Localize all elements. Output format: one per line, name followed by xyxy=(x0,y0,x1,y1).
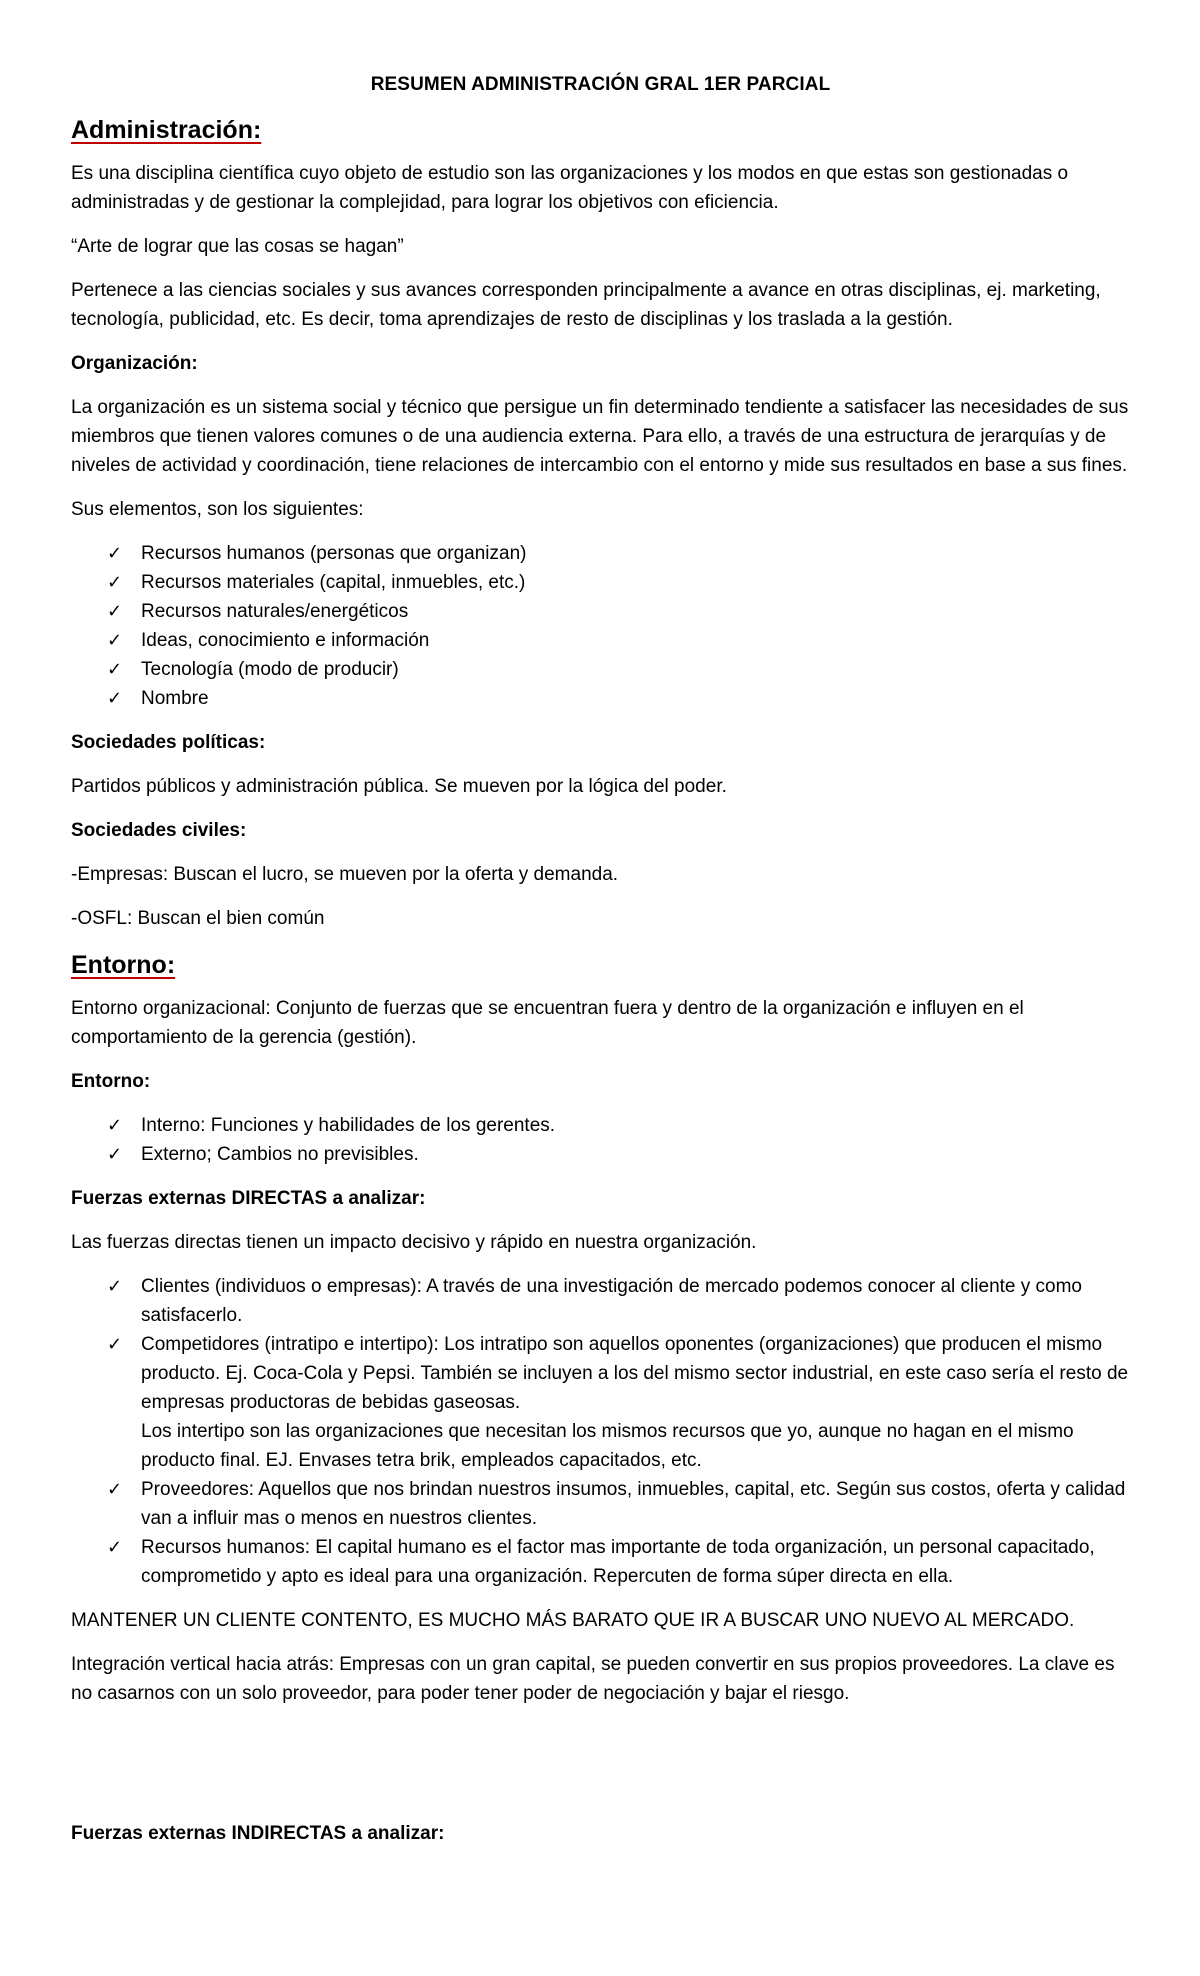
check-icon: ✓ xyxy=(107,630,123,651)
list-item: ✓ Competidores (intratipo e intertipo): Los intratipo son aquellos oponentes (organizaciones) que producen el mismo producto. Ej. Coca-Cola y Pepsi. También se incluyen a los del mismo sector industrial, en este caso sería el resto de empresas productoras de bebidas gaseosas. Los intertipo son las organizaciones que necesitan los mismos recursos que yo, aunque no hagan en el mismo producto final. EJ. Envases tetra brik, empleados capacitados, etc. xyxy=(71,1330,1130,1475)
paragraph-organizacion: La organización es un sistema social y técnico que persigue un fin determinado tendiente a satisfacer las necesidades de sus miembros que tienen valores comunes o de una audiencia externa. Para ello, a través de una estructura de jerarquías y de niveles de actividad y coordinación, tiene relaciones de intercambio con el entorno y mide sus resultados en base a sus fines. xyxy=(71,397,1129,476)
list-item: ✓ Recursos naturales/energéticos xyxy=(71,597,1130,626)
heading-administracion: Administración: xyxy=(71,116,262,144)
list-item: ✓ Tecnología (modo de producir) xyxy=(71,655,1130,684)
check-icon: ✓ xyxy=(107,572,123,593)
competidores-intertipo: Los intertipo son las organizaciones que necesitan los mismos recursos que yo, aunque no hagan en el mismo producto final. EJ. Envases tetra brik, empleados capacitados, etc. xyxy=(141,1421,1074,1471)
list-item: ✓ Ideas, conocimiento e información xyxy=(71,626,1130,655)
paragraph-osfl: -OSFL: Buscan el bien común xyxy=(71,908,325,929)
check-icon: ✓ xyxy=(107,1479,123,1500)
paragraph-elementos-intro: Sus elementos, son los siguientes: xyxy=(71,499,364,520)
paragraph-quote: “Arte de lograr que las cosas se hagan” xyxy=(71,236,404,257)
paragraph-integracion-vertical: Integración vertical hacia atrás: Empresas con un gran capital, se pueden convertir en sus propios proveedores. La clave es no casarnos con un solo proveedor, para poder tener poder de negociación y bajar el riesgo. xyxy=(71,1654,1115,1704)
list-item: ✓ Nombre xyxy=(71,684,1130,713)
list-item: ✓ Recursos materiales (capital, inmuebles, etc.) xyxy=(71,568,1130,597)
paragraph-entorno-definicion: Entorno organizacional: Conjunto de fuerzas que se encuentran fuera y dentro de la organización e influyen en el comportamiento de la gerencia (gestión). xyxy=(71,998,1024,1048)
check-icon: ✓ xyxy=(107,1334,123,1355)
list-item: ✓ Recursos humanos: El capital humano es el factor mas importante de toda organización, un personal capacitado, comprometido y apto es ideal para una organización. Repercuten de forma súper directa en ella. xyxy=(71,1533,1130,1591)
check-icon: ✓ xyxy=(107,688,123,709)
label-sociedades-politicas: Sociedades políticas: xyxy=(71,732,266,753)
check-icon: ✓ xyxy=(107,1276,123,1297)
elementos-list xyxy=(71,539,1130,713)
label-organizacion: Organización: xyxy=(71,353,198,374)
check-icon: ✓ xyxy=(107,1537,123,1558)
paragraph-sociedades-politicas: Partidos públicos y administración pública. Se mueven por la lógica del poder. xyxy=(71,776,727,797)
label-sociedades-civiles: Sociedades civiles: xyxy=(71,820,247,841)
fuerzas-directas-list xyxy=(71,1272,1130,1591)
check-icon: ✓ xyxy=(107,601,123,622)
document-title: RESUMEN ADMINISTRACIÓN GRAL 1ER PARCIAL xyxy=(370,74,831,95)
blank-space xyxy=(71,1723,1130,1819)
check-icon: ✓ xyxy=(107,1144,123,1165)
list-item: ✓ Proveedores: Aquellos que nos brindan nuestros insumos, inmuebles, capital, etc. Según sus costos, oferta y calidad van a influir mas o menos en nuestros clientes. xyxy=(71,1475,1130,1533)
paragraph-mantener-cliente: MANTENER UN CLIENTE CONTENTO, ES MUCHO MÁS BARATO QUE IR A BUSCAR UNO NUEVO AL MERCADO. xyxy=(71,1610,1075,1631)
list-item: ✓ Interno: Funciones y habilidades de los gerentes. xyxy=(71,1111,1130,1140)
label-entorno: Entorno: xyxy=(71,1071,151,1092)
list-item: ✓ Clientes (individuos o empresas): A través de una investigación de mercado podemos conocer al cliente y como satisfacerlo. xyxy=(71,1272,1130,1330)
check-icon: ✓ xyxy=(107,659,123,680)
label-fuerzas-directas: Fuerzas externas DIRECTAS a analizar: xyxy=(71,1188,426,1209)
check-icon: ✓ xyxy=(107,1115,123,1136)
entorno-tipos-list xyxy=(71,1111,1130,1169)
paragraph-administracion-definicion: Es una disciplina científica cuyo objeto de estudio son las organizaciones y los modos en que estas son gestionadas o administradas y de gestionar la complejidad, para lograr los objetivos con eficiencia. xyxy=(71,163,1069,213)
paragraph-empresas: -Empresas: Buscan el lucro, se mueven por la oferta y demanda. xyxy=(71,864,619,885)
list-item: ✓ Externo; Cambios no previsibles. xyxy=(71,1140,1130,1169)
heading-entorno: Entorno: xyxy=(71,951,176,979)
check-icon: ✓ xyxy=(107,543,123,564)
list-item: ✓ Recursos humanos (personas que organizan) xyxy=(71,539,1130,568)
paragraph-fuerzas-directas-intro: Las fuerzas directas tienen un impacto decisivo y rápido en nuestra organización. xyxy=(71,1232,757,1253)
label-fuerzas-indirectas: Fuerzas externas INDIRECTAS a analizar: xyxy=(71,1823,445,1844)
paragraph-ciencias-sociales: Pertenece a las ciencias sociales y sus avances corresponden principalmente a avance en otras disciplinas, ej. marketing, tecnología, publicidad, etc. Es decir, toma aprendizajes de resto de disciplinas y los traslada a la gestión. xyxy=(71,280,1101,330)
